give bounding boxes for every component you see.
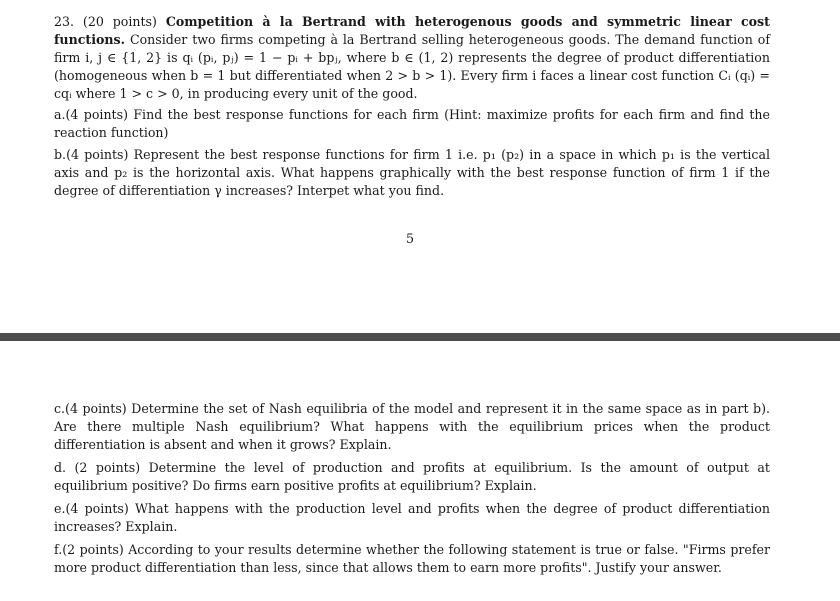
document-page-6 (0, 341, 840, 601)
question-part-d: d. (2 points) Determine the level of production and profits at equilibrium. Is the amount of output at equilibrium positive? Do firms earn positive profits at equilibrium? Explain. (54, 460, 770, 493)
page-separator (0, 333, 840, 341)
problem-23-continued (54, 400, 770, 582)
question-part-b: b.(4 points) Represent the best response functions for firm 1 i.e. p₁ (p₂) in a space in which p₁ is the vertical axis and p₂ is the horizontal axis. What happens graphically with the best response function of firm 1 if the degree of differentiation γ increases? Interpet what you find. (54, 147, 770, 198)
question-part-a: a.(4 points) Find the best response functions for each firm (Hint: maximize profits for each firm and find the reaction function) (54, 107, 770, 140)
question-part-e: e.(4 points) What happens with the production level and profits when the degree of product differentiation increases? Explain. (54, 501, 770, 534)
problem-title: Competition à la Bertrand with heterogenous goods and symmetric linear cost functions. (54, 14, 770, 47)
problem-intro-text: Consider two firms competing à la Bertrand selling heterogeneous goods. The demand function of firm i, j ∈ {1, 2} is qᵢ (pᵢ, pⱼ) = 1 − pᵢ + bpⱼ, where b ∈ (1, 2) represents the degree of product differentiation (homogeneous when b = 1 but differentiated when 2 > b > 1). Every firm i faces a linear cost function Cᵢ (qᵢ) = cqᵢ where 1 > c > 0, in producing every unit of the good. (54, 32, 770, 101)
problem-23 (54, 13, 770, 200)
page-number: 5 (405, 231, 414, 246)
question-part-c: c.(4 points) Determine the set of Nash equilibria of the model and represent it in the same space as in part b). Are there multiple Nash equilibrium? What happens with the equilibrium prices when the product differentiation is absent and when it grows? Explain. (54, 401, 770, 452)
problem-intro (54, 13, 770, 103)
problem-number: 23. (54, 14, 75, 29)
problem-points: (20 points) (82, 14, 157, 29)
question-part-f: f.(2 points) According to your results determine whether the following statement is true or false. "Firms prefer more product differentiation than less, since that allows them to earn more profits". Justify your answer. (54, 542, 770, 575)
